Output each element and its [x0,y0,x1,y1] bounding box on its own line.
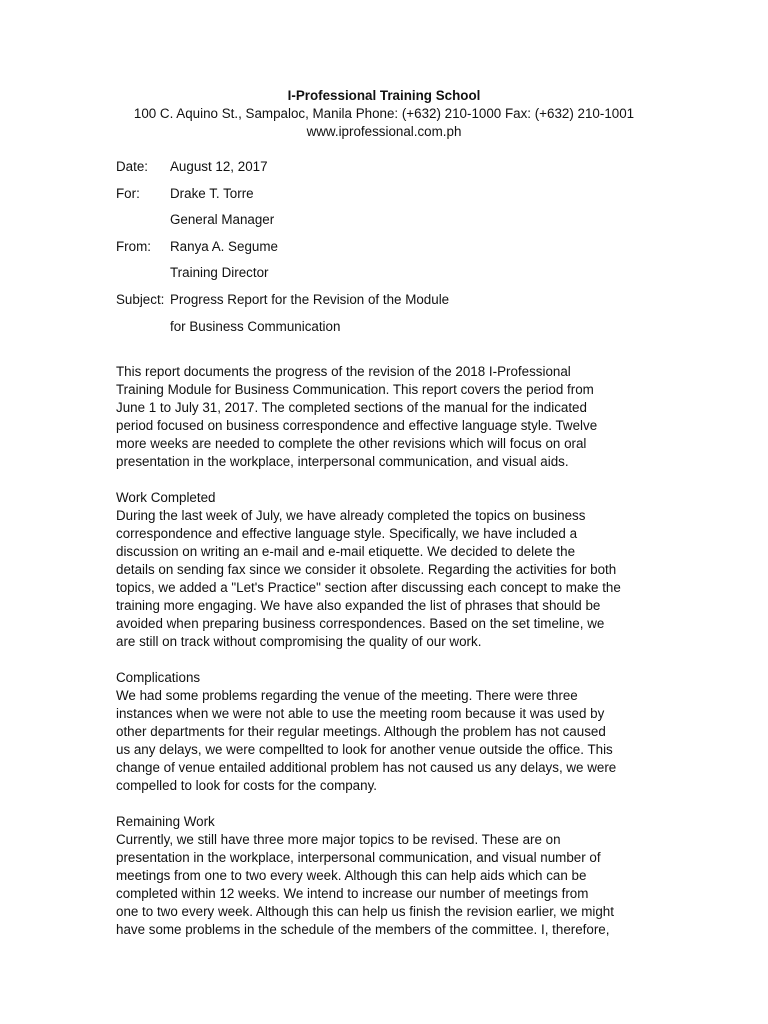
date-label: Date: [116,159,149,174]
work-completed-line: training more engaging. We have also expanded the list of phrases that should be [116,598,601,613]
subject-line-1: Progress Report for the Revision of the Module [170,291,450,307]
complications-line: us any delays, we were compellted to look for another venue outside the office. This [116,742,613,757]
work-completed-line: avoided when preparing business correspondences. Based on the set timeline, we [116,616,605,631]
remaining-work-line: one to two every week. Although this can help us finish the revision earlier, we might [116,904,614,919]
remaining-work-section [116,813,656,939]
for-label: For: [116,185,140,201]
complications-line: other departments for their regular meetings. Although the problem has not caused [116,724,606,739]
intro-line: This report documents the progress of the revision of the 2018 I-Professional [116,364,571,379]
complications-line: change of venue entailed additional problem has not caused us any delays, we were [116,760,617,775]
work-completed-line: are still on track without compromising the quality of our work. [116,634,482,649]
remaining-work-heading: Remaining Work [116,814,215,829]
intro-line: presentation in the workplace, interpersonal communication, and visual aids. [116,454,569,469]
complications-heading: Complications [116,670,201,685]
from-name: Ranya A. Segume [170,238,278,254]
from-title: Training Director [170,265,269,281]
remaining-work-line: Currently, we still have three more major topics to be revised. These are on [116,832,561,847]
work-completed-line: discussion on writing an e-mail and e-mail etiquette. We decided to delete the [116,544,576,559]
work-completed-line: topics, we added a "Let's Practice" section after discussing each concept to make the [116,580,621,595]
work-completed-line: details on sending fax since we consider it obsolete. Regarding the activities for both [116,562,617,577]
complications-line: compelled to look for costs for the company. [116,778,377,793]
remaining-work-line: presentation in the workplace, interpersonal communication, and visual number of [116,850,601,865]
work-completed-section [116,489,656,651]
complications-section [116,669,656,795]
school-name: I-Professional Training School [287,88,481,103]
remaining-work-line: meetings from one to two every week. Although this can help aids which can be [116,868,587,883]
intro-line: period focused on business correspondence and effective language style. Twelve [116,418,598,433]
complications-line: We had some problems regarding the venue of the meeting. There were three [116,688,578,703]
remaining-work-line: have some problems in the schedule of the members of the committee. I, therefore, [116,922,610,937]
from-label: From: [116,238,151,254]
date-value: August 12, 2017 [170,159,268,174]
for-title: General Manager [170,212,275,228]
work-completed-line: correspondence and effective language style. Specifically, we have included a [116,526,578,541]
school-address: 100 C. Aquino St., Sampaloc, Manila Phone: (+632) 210-1000 Fax: (+632) 210-1001 [133,106,635,121]
for-name: Drake T. Torre [170,185,254,201]
subject-label: Subject: [116,291,165,307]
remaining-work-line: completed within 12 weeks. We intend to increase our number of meetings from [116,886,589,901]
intro-line: June 1 to July 31, 2017. The completed sections of the manual for the indicated [116,400,587,415]
work-completed-heading: Work Completed [116,490,216,505]
report-body [116,363,656,957]
intro-line: more weeks are needed to complete the other revisions which will focus on oral [116,436,587,451]
subject-line-2: for Business Communication [170,318,341,334]
work-completed-line: During the last week of July, we have already completed the topics on business [116,508,586,523]
intro-paragraph [116,363,656,471]
letterhead [0,87,768,141]
intro-line: Training Module for Business Communication. This report covers the period from [116,382,594,397]
complications-line: instances when we were not able to use the meeting room because it was used by [116,706,605,721]
school-website: www.iprofessional.com.ph [306,124,462,139]
